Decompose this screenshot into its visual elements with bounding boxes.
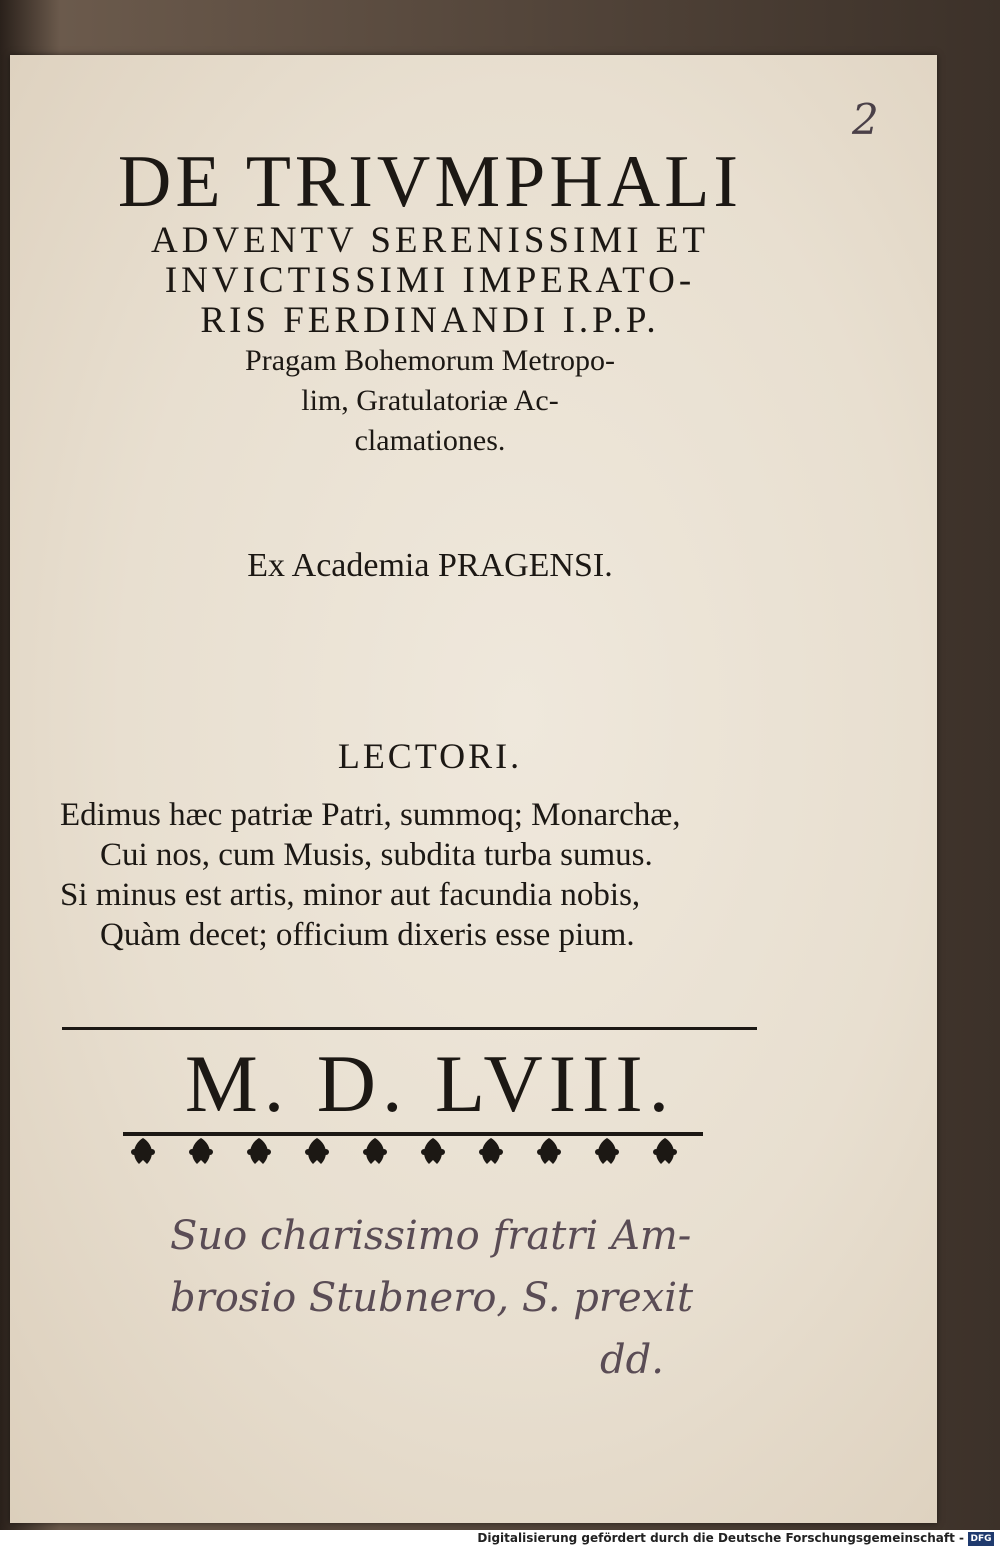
title-line-7: clamationes.: [354, 424, 506, 457]
title-line-2: ADVENTV SERENISSIMI ET: [150, 220, 710, 261]
title-line-4: RIS FERDINANDI I.P.P.: [200, 300, 660, 341]
dedication-verses: [60, 795, 760, 955]
lectori-heading: LECTORI.: [337, 736, 523, 776]
dfg-logo-icon: DFG: [968, 1532, 994, 1546]
title-line-3: INVICTISSIMI IMPERATO-: [164, 260, 696, 301]
publication-year: M. D. LVIII.: [184, 1038, 676, 1129]
title-page: [10, 55, 937, 1523]
footer-credit: Digitalisierung gefördert durch die Deutsche Forschungsgemeinschaft -: [477, 1531, 964, 1545]
digitization-footer: [0, 1530, 1000, 1549]
inscription-line-1: Suo charissimo fratri Am-: [170, 1213, 692, 1259]
handwritten-inscription: [170, 1205, 890, 1391]
title-block: [50, 143, 810, 461]
title-line-1: DE TRIVMPHALI: [117, 141, 743, 223]
verse-line-1: Edimus hæc patriæ Patri, summoq; Monarchæ,: [60, 797, 681, 833]
verse-line-2: Cui nos, cum Musis, subdita turba sumus.: [100, 837, 653, 873]
title-line-5: Pragam Bohemorum Metropo-: [245, 344, 615, 377]
academy-line: Ex Academia PRAGENSI.: [247, 547, 613, 584]
page-number: 2: [852, 95, 879, 144]
fleuron-ornament-band: [123, 1130, 703, 1170]
horizontal-rule: [62, 1027, 757, 1030]
title-line-6: lim, Gratulatoriæ Ac-: [301, 384, 559, 417]
verse-line-3: Si minus est artis, minor aut facundia nobis,: [60, 877, 641, 913]
verse-line-4: Quàm decet; officium dixeris esse pium.: [100, 917, 635, 953]
inscription-line-3: dd.: [600, 1337, 664, 1383]
inscription-line-2: brosio Stubnero, S. prexit: [170, 1275, 694, 1321]
